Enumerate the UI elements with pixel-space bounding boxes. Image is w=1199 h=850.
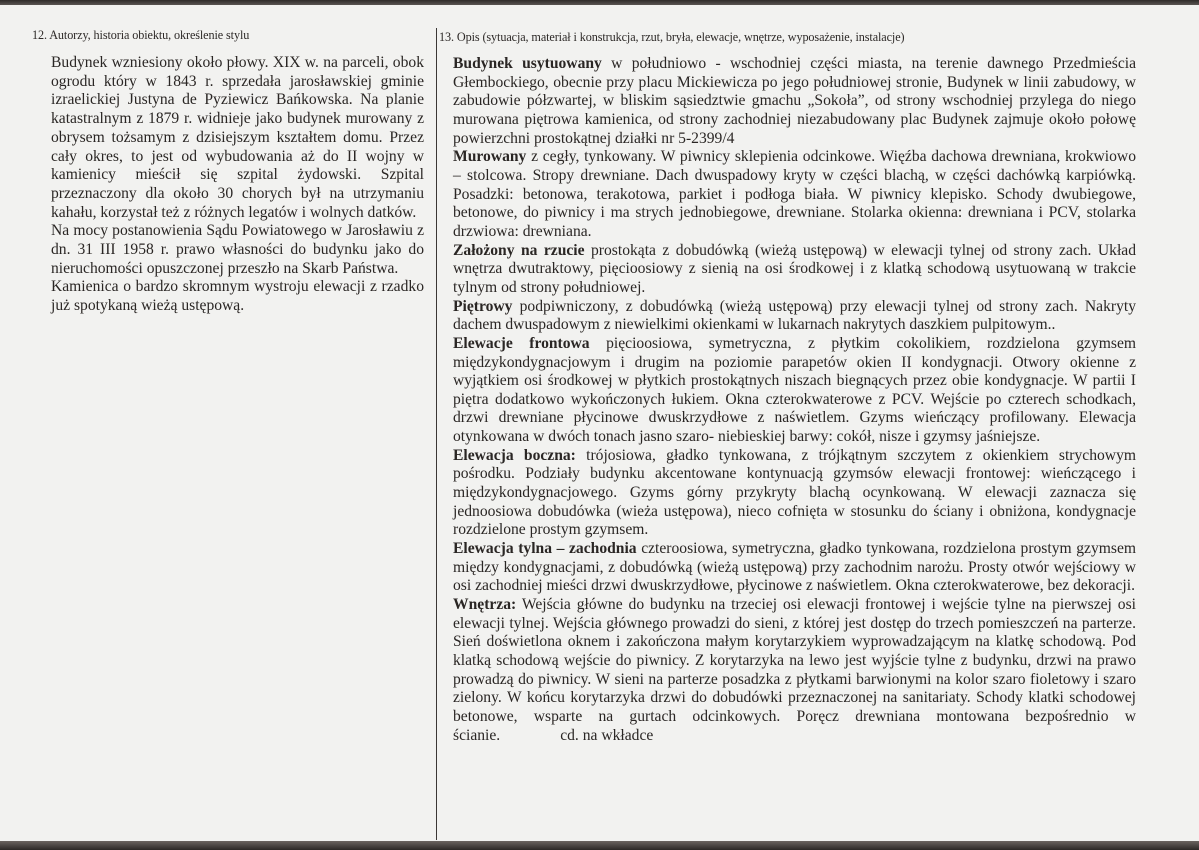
paragraph-lead: Elewacja tylna – zachodnia	[453, 540, 637, 558]
paragraph-text: z cegły, tynkowany. W piwnicy sklepienia odcinkowe. Więźba dachowa drewniana, krokwiowo – stolcowa. Stropy drewniane. Dach dwuspadowy kryty w części blachą, w części dachówką karpiówką. Posadzki: betonowa, terakotowa, parkiet i podłoga biała. W piwnicy klepisko. Schody dwubiegowe, betonowe, do piwnicy i ma strych jednobiegowe, drewniane. Stolarka okienna: drewniana i PCV, stolarka drzwiowa: drewniana.	[453, 148, 1136, 240]
paragraph-lead: Elewacje frontowa	[453, 334, 590, 352]
section-12-header: 12. Autorzy, historia obiektu, określenie stylu	[32, 28, 250, 42]
paragraph-text: w południowo - wschodniej części miasta, na terenie dawnego Przedmieścia Głembockiego, obecnie przy placu Mickiewicza po jego południowej stronie, Budynek w linii zabudowy, w zabudowie półzwartej, w bliskim sąsiedztwie gmachu „Sokoła”, od strony wschodniej przylega do niego murowana piętrowa kamienica, od strony zachodniej niezabudowany plac Budynek zajmuje około połowę powierzchni prostokątnej działki nr 5-2399/4	[453, 55, 1137, 147]
section-13-body	[453, 55, 1136, 745]
column-divider	[436, 28, 437, 840]
paragraph-text: Wejścia główne do budynku na trzeciej osi elewacji frontowej i wejście tylne na pierwszej osi elewacji tylnej. Wejścia głównego prowadzi do sieni, z której jest dostęp do trzech pomieszczeń na parterze. Sień doświetlona oknem i zakończona małym korytarzykiem wyprowadzającym na klatkę schodową. Pod klatką schodową wejście do piwnicy. Z korytarzyka na lewo jest wyjście tylne z budynku, drzwi na prawo prowadzą do piwnicy. W sieni na parterze posadzka z płytkami barwionymi na kolor szaro fioletowy i szaro zielony. W końcu korytarzyka drzwi do dobudówki przeznaczonej na sanitariaty. Schody klatki schodowej betonowe, wsparte na gurtach odcinkowych. Poręcz drewniana montowana bezpośrednio w ścianie.	[453, 596, 1136, 744]
paragraph-text: podpiwniczony, z dobudówką (wieżą ustępową) przy elewacji tylnej od strony zach. Nakryty dachem dwuspadowym z niewielkimi okienkami w lukarnach nakrytych daszkiem pulpitowym..	[453, 297, 1136, 334]
section-13-header: 13. Opis (sytuacja, materiał i konstrukcja, rzut, bryła, elewacje, wnętrze, wyposażenie, instalacje)	[439, 30, 905, 44]
continuation-note: cd. na wkładce	[560, 726, 654, 744]
history-paragraph: Budynek wzniesiony około płowy. XIX w. na parceli, obok ogrodu który w 1843 r. sprzedała jarosławskiej gminie izraelickiej Justyna de Pyziewicz Bańkowska. Na planie katastralnym z 1879 r. widnieje jako budynek murowany z obrysem tożsamym z dzisiejszym kształtem domu. Przez cały okres, to jest od wybudowania aż do II wojny w kamienicy mieścił się szpital żydowski. Szpital przeznaczony dla około 30 chorych był na utrzymaniu kahału, korzystał też z różnych legatów i wolnych datków.	[51, 54, 424, 221]
ownership-paragraph: Na mocy postanowienia Sądu Powiatowego w Jarosławiu z dn. 31 III 1958 r. prawo własności do budynku jako do nieruchomości opuszczonej przeszło na Skarb Państwa.	[51, 222, 424, 277]
paragraph-text: pięcioosiowa, symetryczna, z płytkim cokolikiem, rozdzielona gzymsem międzykondygnacjowym i drugim na poziomie parapetów okien II kondygnacji. Otwory okienne z wyjątkiem osi środkowej w płytkich prostokątnych niszach biegnących przez obie kondygnacje. W partii I piętra dodatkowo wykończonych łukiem. Okna czterokwaterowe z PCV. Wejście po czterech schodkach, drzwi drewniane płycinowe dwuskrzydłowe z naświetlem. Gzyms wieńczący profilowany. Elewacja otynkowana w dwóch tonach jasno szaro- niebieskiej barwy: cokół, nisze i gzymsy jaśniejsze.	[453, 334, 1136, 446]
paragraph-text: czteroosiowa, symetryczna, gładko tynkowana, rozdzielona prostym gzymsem między kondygnacjami, z dobudówką (wieżą ustępową) przy zachodnim narożu. Prosty otwór wejściowy w osi zachodniej mieści drzwi dwuskrzydłowe, płycinowe z naświetlem. Okna czterokwaterowe, bez dekoracji.	[453, 540, 1136, 595]
paragraph-text: trójosiowa, gładko tynkowana, z trójkątnym szczytem z okienkiem strychowym pośrodku. Podziały budynku akcentowane kontynuacją gzymsów elewacji frontowej: wieńczącego i międzykondygnacjowego. Gzyms górny przykryty blachą ocynkowaną. W elewacji zaznacza się jednoosiowa dobudówka (wieża ustępowa), nieco cofnięta w stosunku do ściany i obniżona, kondygnacje rozdzielone prostym gzymsem.	[453, 446, 1136, 539]
front-elevation-paragraph	[453, 335, 1136, 447]
paragraph-lead: Murowany	[453, 148, 527, 166]
location-paragraph	[453, 55, 1136, 148]
scanner-bottom-edge	[0, 841, 1199, 850]
paragraph-lead: Elewacja boczna:	[453, 446, 576, 464]
interiors-paragraph	[453, 596, 1136, 745]
paragraph-lead: Budynek usytuowany	[453, 55, 602, 72]
paragraph-lead: Piętrowy	[453, 297, 513, 315]
paragraph-text: prostokąta z dobudówką (wieżą ustępową) w elewacji tylnej od strony zach. Układ wnętrza dwutraktowy, pięcioosiowy z sienią na osi środkowej i z klatką schodową usytuowaną w trakcie tylnym od strony południowej.	[453, 241, 1136, 296]
plan-paragraph	[453, 242, 1136, 298]
style-paragraph: Kamienica o bardzo skromnym wystroju elewacji z rzadko już spotykaną wieżą ustępową.	[51, 278, 424, 315]
rear-elevation-paragraph	[453, 540, 1136, 596]
massing-paragraph	[453, 298, 1136, 335]
paragraph-lead: Wnętrza:	[453, 596, 517, 614]
material-paragraph	[453, 148, 1136, 241]
section-12-body	[51, 54, 424, 316]
paragraph-lead: Założony na rzucie	[453, 241, 585, 259]
side-elevation-paragraph	[453, 447, 1136, 540]
